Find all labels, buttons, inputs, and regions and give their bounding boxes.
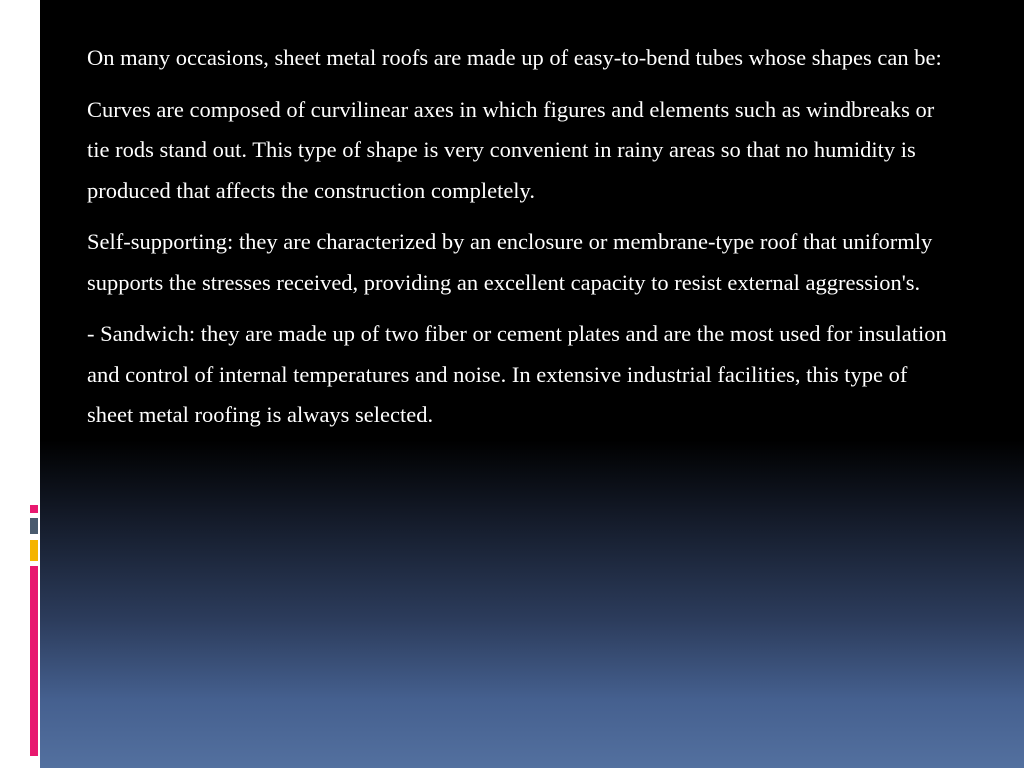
accent-bar-pink-small: [30, 505, 38, 513]
accent-bar-gray: [30, 518, 38, 534]
paragraph-self-supporting: Self-supporting: they are characterized by an enclosure or membrane-type roof that uniformly supports the stresses received, providing an excellent capacity to resist external aggression's.: [87, 229, 933, 295]
paragraph-curves: Curves are composed of curvilinear axes in which figures and elements such as windbreaks or tie rods stand out. This type of shape is very convenient in rainy areas so that no humidity is produced that affects the construction completely.: [87, 96, 935, 203]
paragraph-sandwich: - Sandwich: they are made up of two fiber or cement plates and are the most used for insulation and control of internal temperatures and noise. In extensive industrial facilities, this type of sheet metal roofing is always selected.: [87, 321, 947, 427]
slide-body-text: [87, 38, 947, 447]
accent-bar-yellow: [30, 540, 38, 561]
paragraph-intro: On many occasions, sheet metal roofs are made up of easy-to-bend tubes whose shapes can be:: [87, 45, 942, 70]
accent-bar-pink-long: [30, 566, 38, 756]
